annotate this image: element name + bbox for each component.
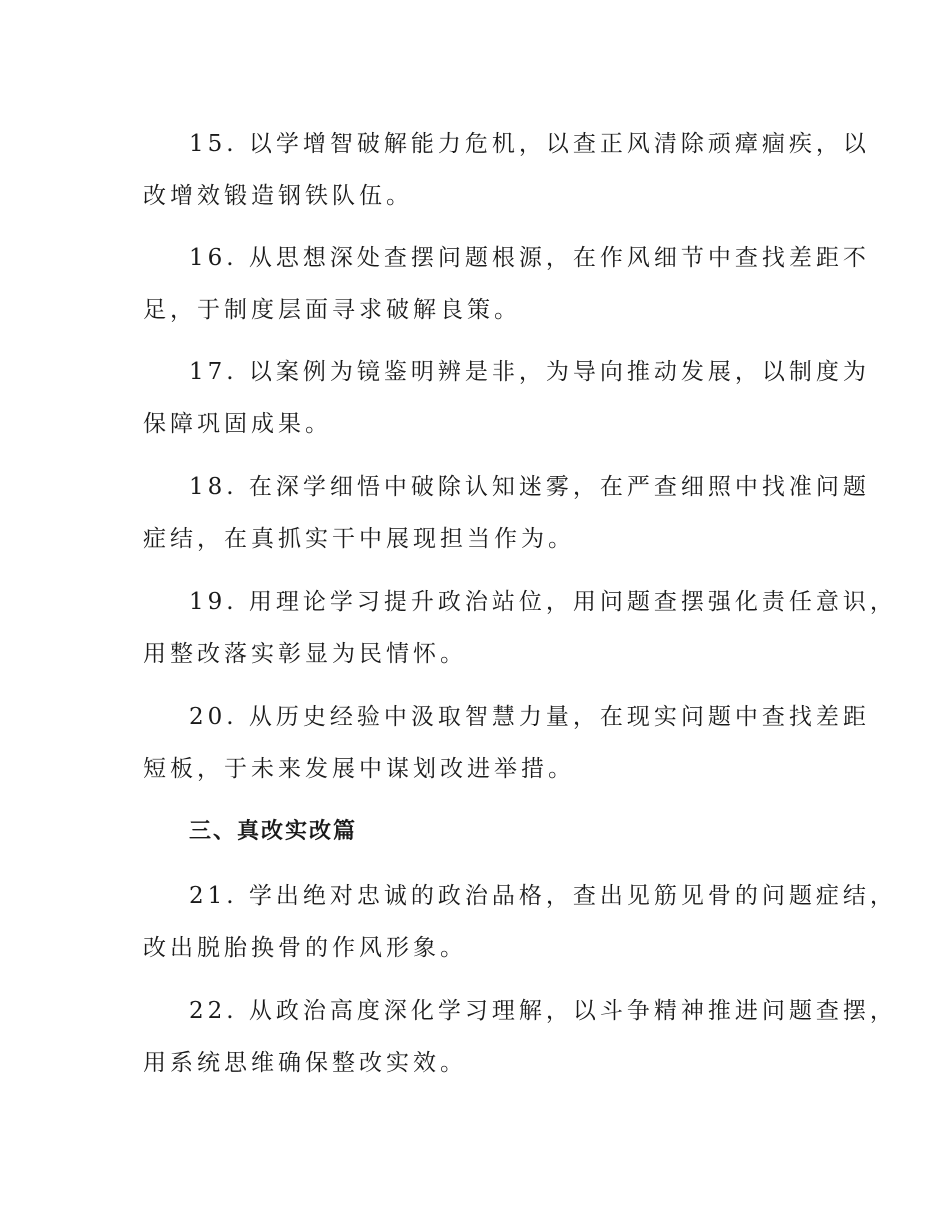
paragraph-line: 短板，于未来发展中谋划改进举措。 xyxy=(143,756,575,782)
section-heading: 三、真改实改篇 xyxy=(189,819,358,844)
paragraph-17 xyxy=(143,346,870,450)
paragraph-line: 18. 在深学细悟中破除认知迷雾，在严查细照中找准问题 xyxy=(189,474,870,500)
paragraph-line: 21. 学出绝对忠诚的政治品格，查出见筋见骨的问题症结， xyxy=(189,883,897,909)
paragraph-line: 保障巩固成果。 xyxy=(143,411,332,437)
paragraph-line: 足，于制度层面寻求破解良策。 xyxy=(143,297,521,323)
paragraph-line: 20. 从历史经验中汲取智慧力量，在现实问题中查找差距 xyxy=(189,704,870,730)
paragraph-line: 改出脱胎换骨的作风形象。 xyxy=(143,935,467,961)
paragraph-line: 17. 以案例为镜鉴明辨是非，为导向推动发展，以制度为 xyxy=(189,359,870,385)
paragraph-line: 用整改落实彰显为民情怀。 xyxy=(143,641,467,667)
paragraph-line: 用系统思维确保整改实效。 xyxy=(143,1050,467,1076)
paragraph-18 xyxy=(143,461,870,565)
paragraph-16 xyxy=(143,232,870,336)
paragraph-line: 改增效锻造钢铁队伍。 xyxy=(143,183,413,209)
paragraph-line: 19. 用理论学习提升政治站位，用问题查摆强化责任意识， xyxy=(189,589,897,615)
paragraph-21 xyxy=(143,870,897,974)
paragraph-line: 15. 以学增智破解能力危机，以查正风清除顽瘴痼疾，以 xyxy=(189,131,870,157)
paragraph-line: 22. 从政治高度深化学习理解，以斗争精神推进问题查摆， xyxy=(189,998,897,1024)
paragraph-15 xyxy=(143,118,870,222)
paragraph-line: 症结，在真抓实干中展现担当作为。 xyxy=(143,526,575,552)
paragraph-19 xyxy=(143,576,897,680)
paragraph-line: 16. 从思想深处查摆问题根源，在作风细节中查找差距不 xyxy=(189,245,870,271)
paragraph-22 xyxy=(143,985,897,1089)
paragraph-20 xyxy=(143,691,870,795)
